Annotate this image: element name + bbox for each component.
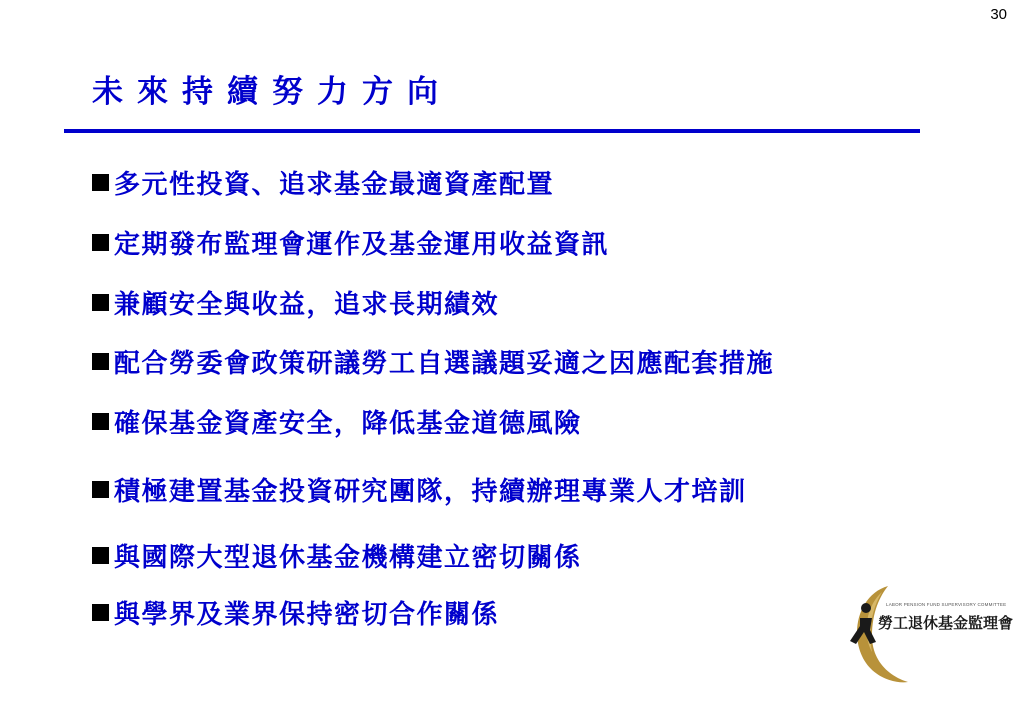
bullet-item xyxy=(92,343,774,380)
bullet-text: 配合勞委會政策研議勞工自選議題妥適之因應配套措施 xyxy=(114,349,775,379)
bullet-text: 與學界及業界保持密切合作關係 xyxy=(114,600,500,630)
square-bullet-icon xyxy=(92,234,109,251)
bullet-item xyxy=(92,594,499,631)
logo-subtitle: LABOR PENSION FUND SUPERVISORY COMMITTEE xyxy=(886,602,1007,607)
square-bullet-icon xyxy=(92,294,109,311)
bullet-item xyxy=(92,224,609,261)
page-number: 30 xyxy=(990,6,1007,23)
square-bullet-icon xyxy=(92,174,109,191)
bullet-item xyxy=(92,537,582,574)
bullet-text: 與國際大型退休基金機構建立密切關係 xyxy=(114,543,582,573)
square-bullet-icon xyxy=(92,547,109,564)
bullet-item xyxy=(92,284,499,321)
bullet-item xyxy=(92,403,582,440)
title-underline xyxy=(64,129,920,133)
square-bullet-icon xyxy=(92,481,109,498)
bullet-item xyxy=(92,471,747,508)
bullet-item xyxy=(92,164,554,201)
bullet-text: 多元性投資、追求基金最適資產配置 xyxy=(114,170,555,200)
committee-logo xyxy=(848,578,1014,688)
bullet-text: 兼顧安全與收益，追求長期績效 xyxy=(114,290,500,320)
square-bullet-icon xyxy=(92,413,109,430)
bullet-text: 確保基金資產安全，降低基金道德風險 xyxy=(114,409,582,439)
square-bullet-icon xyxy=(92,353,109,370)
bullet-text: 積極建置基金投資研究團隊，持續辦理專業人才培訓 xyxy=(114,477,747,507)
logo-emblem-icon xyxy=(848,578,1008,688)
page-title: 未來持續努力方向 xyxy=(92,74,452,110)
square-bullet-icon xyxy=(92,604,109,621)
bullet-text: 定期發布監理會運作及基金運用收益資訊 xyxy=(114,230,610,260)
logo-name: 勞工退休基金監理會 xyxy=(878,614,1014,632)
